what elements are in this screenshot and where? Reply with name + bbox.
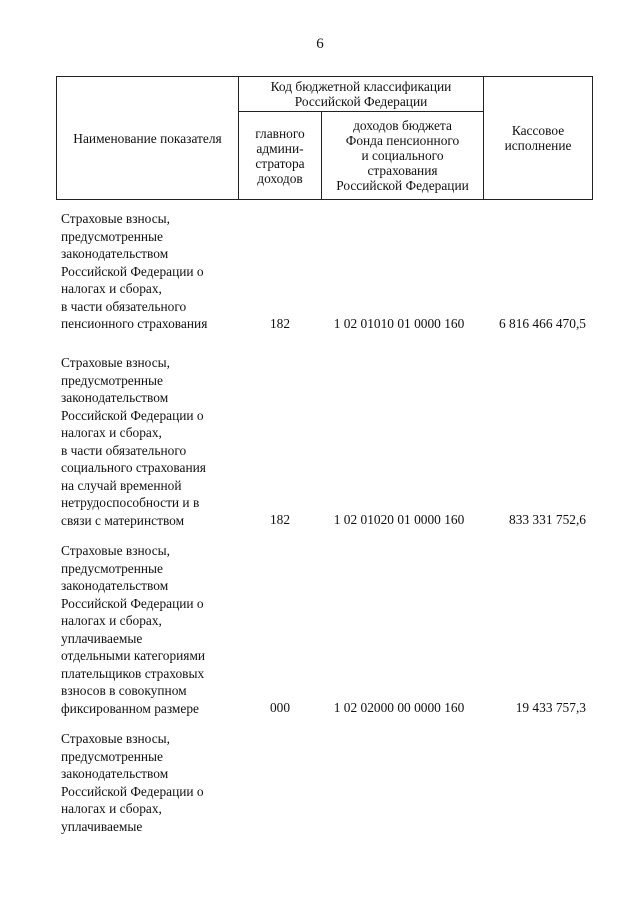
- header-line: Российской Федерации: [294, 94, 428, 109]
- name-line: Страховые взносы,: [61, 543, 170, 558]
- name-line: в части обязательного: [61, 298, 187, 314]
- name-line: Страховые взносы,: [61, 731, 170, 746]
- name-line: взносов в совокупном: [61, 683, 187, 698]
- row-name: [61, 210, 241, 333]
- table-row: [0, 210, 640, 354]
- name-line: налогах и сборах,: [61, 281, 162, 296]
- name-line: нетрудоспособности и в: [61, 495, 200, 510]
- name-line: предусмотренные: [61, 560, 163, 576]
- name-line: налогах и сборах,: [61, 613, 162, 628]
- row-amount: 6 816 466 470,5: [498, 316, 586, 331]
- row-amount: 833 331 752,6: [509, 512, 586, 527]
- row-classification-code: 1 02 02000 00 0000 160: [333, 700, 465, 715]
- header-line: стратора: [255, 155, 305, 171]
- name-line: Российской Федерации о: [61, 263, 204, 279]
- table-row: [0, 542, 640, 730]
- name-line: в части обязательного: [61, 442, 187, 458]
- name-line: Российской Федерации о: [61, 783, 204, 799]
- name-line: пенсионного страхования: [61, 316, 208, 331]
- header-line: страхования: [367, 163, 438, 178]
- name-line: налогах и сборах,: [61, 425, 162, 440]
- row-classification-code: 1 02 01010 01 0000 160: [333, 316, 465, 331]
- row-name: [61, 730, 241, 835]
- column-header-admin: [239, 112, 322, 200]
- name-line: предусмотренные: [61, 372, 163, 388]
- name-line: уплачиваемые: [61, 818, 143, 834]
- column-group-header-classification: [239, 77, 484, 112]
- name-line: предусмотренные: [61, 748, 163, 764]
- column-header-name: Наименование показателя: [57, 77, 239, 200]
- header-line: Кассовое: [511, 123, 565, 138]
- name-line: на случай временной: [61, 477, 182, 493]
- header-line: админи-: [256, 140, 304, 156]
- column-header-amount: [484, 77, 593, 200]
- row-name: [61, 542, 241, 717]
- name-line: законодательством: [61, 246, 169, 261]
- name-line: законодательством: [61, 766, 169, 781]
- name-line: налогах и сборах,: [61, 801, 162, 816]
- header-line: и социального: [361, 148, 444, 163]
- name-line: отдельными категориями: [61, 648, 206, 663]
- name-line: Страховые взносы,: [61, 211, 170, 226]
- name-line: фиксированном размере: [61, 700, 199, 716]
- page-number: 6: [316, 36, 324, 52]
- table-body: [0, 210, 640, 840]
- name-line: связи с материнством: [61, 512, 185, 528]
- header-line: исполнение: [504, 138, 572, 153]
- name-line: законодательством: [61, 390, 169, 405]
- header-line: Российской Федерации: [336, 178, 469, 193]
- row-admin-code: 000: [269, 700, 291, 715]
- header-line: доходов бюджета: [353, 118, 452, 133]
- header-line: Код бюджетной классификации: [270, 79, 452, 94]
- name-line: предусмотренные: [61, 228, 163, 244]
- table-row: [0, 354, 640, 542]
- row-amount: 19 433 757,3: [515, 700, 586, 715]
- name-line: уплачиваемые: [61, 630, 143, 646]
- header-line: доходов: [257, 170, 303, 186]
- row-name: [61, 354, 241, 529]
- name-line: Страховые взносы,: [61, 355, 170, 370]
- header-line: главного: [255, 125, 305, 141]
- table-row: [0, 730, 640, 840]
- name-line: законодательством: [61, 578, 169, 593]
- name-line: Российской Федерации о: [61, 407, 204, 423]
- name-line: социального страхования: [61, 460, 206, 475]
- row-classification-code: 1 02 01020 01 0000 160: [333, 512, 465, 527]
- column-header-income: [322, 112, 484, 200]
- row-admin-code: 182: [269, 316, 291, 331]
- row-admin-code: 182: [269, 512, 291, 527]
- table-header: [56, 76, 593, 200]
- name-line: Российской Федерации о: [61, 595, 204, 611]
- name-line: плательщиков страховых: [61, 665, 205, 681]
- header-line: Фонда пенсионного: [345, 133, 460, 148]
